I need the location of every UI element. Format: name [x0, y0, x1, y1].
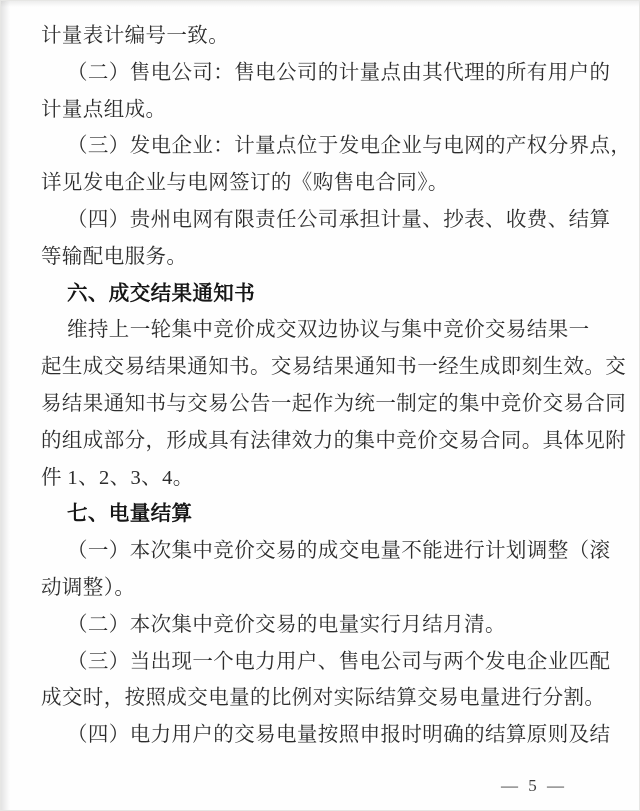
doc-line: 计量表计编号一致。 [41, 25, 230, 47]
doc-line: （二）本次集中竞价交易的电量实行月结月清。 [67, 613, 506, 636]
doc-line: 等输配电服务。 [41, 245, 188, 268]
doc-line: 起生成交易结果通知书。交易结果通知书一经生成即刻生效。交 [41, 356, 627, 379]
scan-edge-top-shadow [1, 1, 639, 7]
doc-line: 成交时，按照成交电量的比例对实际结算交易电量进行分割。 [41, 687, 606, 710]
doc-line: （四）贵州电网有限责任公司承担计量、抄表、收费、结算 [67, 208, 611, 231]
page-number: — 5 — [501, 776, 567, 795]
doc-line: 维持上一轮集中竞价成交双边协议与集中竞价交易结果一 [67, 319, 590, 342]
doc-line: 计量点组成。 [41, 98, 167, 121]
document-body [41, 18, 632, 754]
doc-line: 件 1、2、3、4。 [41, 466, 194, 489]
section-heading-six: 六、成交结果通知书 [67, 281, 256, 305]
doc-line: （一）本次集中竞价交易的成交电量不能进行计划调整（滚 [67, 540, 611, 563]
doc-line: 的组成部分，形成具有法律效力的集中竞价交易合同。具体见附 [41, 429, 627, 452]
doc-line: 详见发电企业与电网签订的《购售电合同》。 [41, 172, 449, 195]
doc-line: 易结果通知书与交易公告一起作为统一制定的集中竞价交易合同 [41, 392, 627, 415]
doc-line: （三）当出现一个电力用户、售电公司与两个发电企业匹配 [67, 650, 611, 673]
scan-edge-left-shadow [1, 1, 10, 810]
section-heading-seven: 七、电量结算 [67, 502, 193, 526]
doc-line: （三）发电企业：计量点位于发电企业与电网的产权分界点， [67, 135, 632, 158]
doc-line: （二）售电公司：售电公司的计量点由其代理的所有用户的 [67, 61, 611, 84]
doc-line: （四）电力用户的交易电量按照申报时明确的结算原则及结 [67, 724, 611, 747]
doc-line: 动调整）。 [41, 576, 136, 599]
